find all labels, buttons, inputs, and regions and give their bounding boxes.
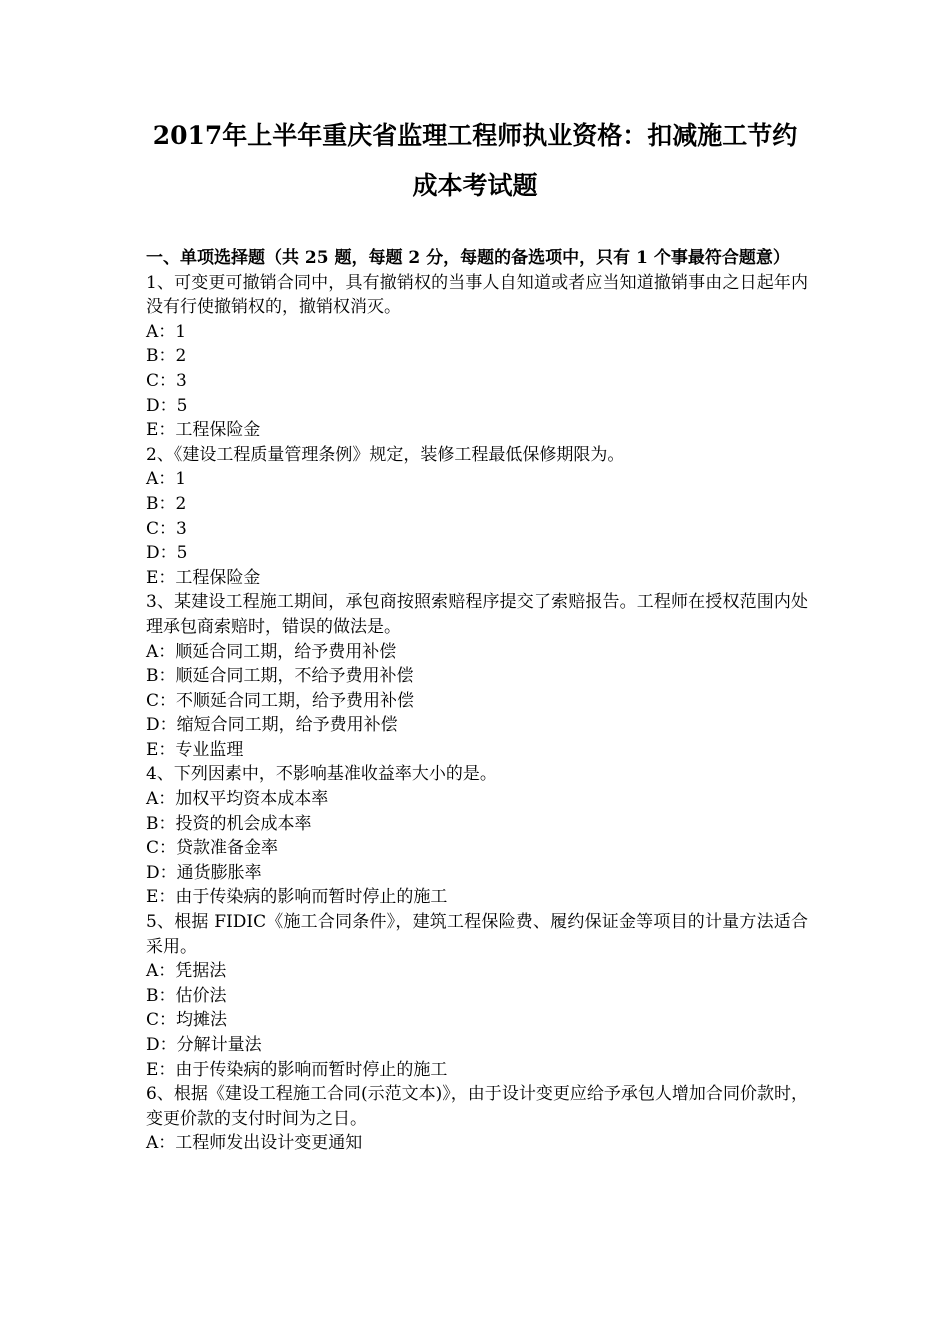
option-line: A：1 (146, 321, 187, 342)
option-line: B：估价法 (146, 985, 227, 1006)
option-line: D：5 (146, 543, 188, 564)
option-line: B：顺延合同工期，不给予费用补偿 (146, 666, 414, 687)
option-line: A：顺延合同工期，给予费用补偿 (146, 641, 397, 662)
option-line: D：5 (146, 395, 188, 416)
option-line: A：工程师发出设计变更通知 (146, 1133, 363, 1154)
option-line: C：3 (146, 518, 187, 539)
option-line: C：贷款准备金率 (146, 838, 279, 859)
option-line: A：1 (146, 469, 187, 490)
option-line: E：由于传染病的影响而暂时停止的施工 (146, 1059, 448, 1080)
question-block (146, 590, 808, 762)
option-line: C：不顺延合同工期，给予费用补偿 (146, 690, 415, 711)
question-text: 4、下列因素中，不影响基准收益率大小的是。 (146, 764, 497, 785)
question-text: 5、根据 FIDIC《施工合同条件》，建筑工程保险费、履约保证金等项目的计量方法适合采用。 (146, 912, 808, 957)
option-line: E：工程保险金 (146, 420, 261, 441)
option-line: B：2 (146, 346, 187, 367)
question-block (146, 1082, 808, 1156)
question-text: 6、根据《建设工程施工合同(示范文本)》，由于设计变更应给予承包人增加合同价款时，变更价款的支付时间为之日。 (146, 1084, 808, 1129)
question-block (146, 271, 808, 443)
document-title-line-2: 成本考试题 (412, 171, 538, 200)
option-line: B：投资的机会成本率 (146, 813, 312, 834)
option-line: E：工程保险金 (146, 567, 261, 588)
question-text: 3、某建设工程施工期间，承包商按照索赔程序提交了索赔报告。工程师在授权范围内处理承包商索赔时，错误的做法是。 (146, 592, 808, 637)
option-line: B：2 (146, 493, 187, 514)
document-title-line-1: 2017年上半年重庆省监理工程师执业资格：扣减施工节约 (152, 121, 798, 150)
option-line: C：均摊法 (146, 1010, 228, 1031)
question-block (146, 910, 808, 1082)
option-line: A：凭据法 (146, 961, 227, 982)
question-text: 2、《建设工程质量管理条例》规定，装修工程最低保修期限为。 (146, 444, 625, 465)
option-line: E：由于传染病的影响而暂时停止的施工 (146, 887, 448, 908)
option-line: C：3 (146, 370, 187, 391)
option-line: A：加权平均资本成本率 (146, 789, 329, 810)
question-block (146, 762, 808, 910)
question-text: 1、可变更可撤销合同中，具有撤销权的当事人自知道或者应当知道撤销事由之日起年内没有行使撤销权的，撤销权消灭。 (146, 272, 808, 318)
option-line: D：通货膨胀率 (146, 862, 262, 883)
question-block (146, 443, 808, 591)
option-line: D：缩短合同工期，给予费用补偿 (146, 715, 398, 736)
option-line: E：专业监理 (146, 739, 244, 760)
document-body (146, 246, 808, 1156)
option-line: D：分解计量法 (146, 1035, 262, 1055)
section-heading: 一、单项选择题（共 25 题，每题 2 分，每题的备选项中，只有 1 个事最符合题意） (146, 248, 790, 268)
